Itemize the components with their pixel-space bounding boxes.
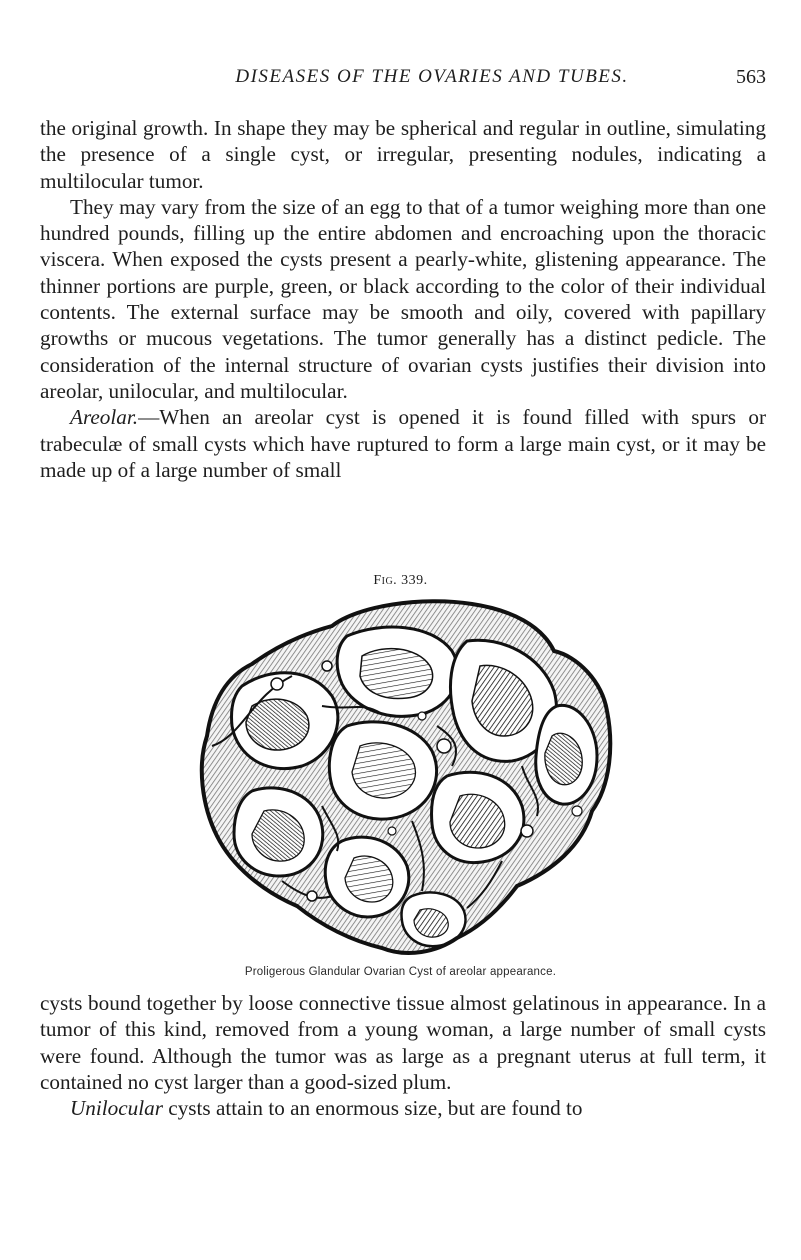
paragraph-unilocular xyxy=(40,1095,766,1121)
body-text-top xyxy=(40,115,766,483)
paragraph-text: cysts attain to an enormous size, but are found to xyxy=(163,1096,583,1121)
paragraph xyxy=(40,194,766,404)
figure-caption: Proligerous Glandular Ovarian Cyst of areolar appearance. xyxy=(244,966,557,978)
running-head xyxy=(96,66,768,96)
paragraph-text: —When an areolar cyst is opened it is found filled with spurs or trabeculæ of small cysts which have ruptured to form a large main cyst, or it may be made up of a large number of small xyxy=(40,405,766,482)
paragraph xyxy=(40,115,766,194)
body-text-bottom xyxy=(40,990,766,1121)
run-in-heading: Unilocular xyxy=(70,1096,163,1121)
paragraph-text: the original growth. In shape they may be spherical and regular in outline, simulating the presence of a single cyst, or irregular, presenting nodules, indicating a multilocular tumor. xyxy=(40,116,766,193)
page-number: 563 xyxy=(736,66,766,88)
figure-label: Fig. 339. xyxy=(373,573,428,588)
run-in-heading: Areolar. xyxy=(70,405,139,430)
running-title: DISEASES OF THE OVARIES AND TUBES. xyxy=(235,66,629,87)
paragraph-text: cysts bound together by loose connective tissue almost gelatinous in appearance. In a tumor of this kind, removed from a young woman, a large number of small cysts were found. Although the tumor was as large as a pregnant uterus at full term, it contained no cyst larger than a good-sized plum. xyxy=(40,991,766,1094)
paragraph-text: They may vary from the size of an egg to that of a tumor weighing more than one hundred pounds, filling up the entire abdomen and encroaching upon the thoracic viscera. When exposed the cysts present a pearly-white, glistening appearance. The thinner portions are purple, green, or black according to the color of their individual contents. The external surface may be smooth and oily, covered with papillary growths or mucous vegetations. The tumor generally has a distinct pedicle. The consideration of the internal structure of ovarian cysts justifies their division into areolar, unilocular, and multilocular. xyxy=(40,194,766,403)
paragraph-areolar xyxy=(40,404,766,483)
paragraph xyxy=(40,990,766,1095)
cyst-illustration xyxy=(182,596,627,962)
